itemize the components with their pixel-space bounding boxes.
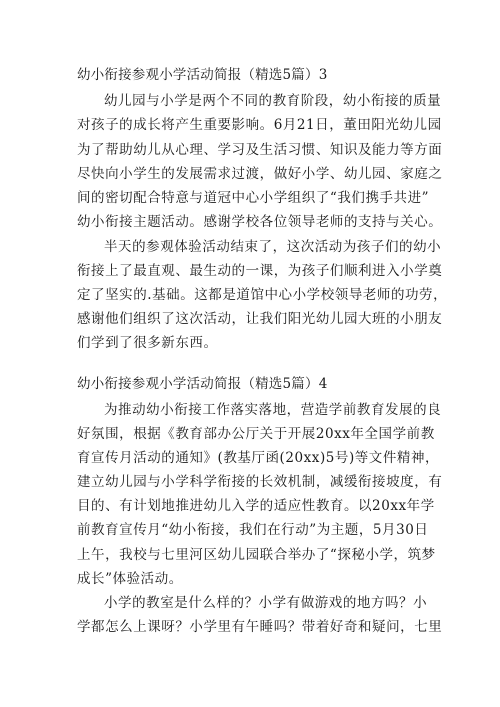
section-3-line: 们学到了很多新东西。 <box>77 335 218 351</box>
section-3-line: 衔接上了最直观、最生动的一课，为孩子们顺利进入小学奠 <box>77 263 443 279</box>
section-4-line: 学都怎么上课呀？小学里有午睡吗？带着好奇和疑问，七里 <box>77 619 443 635</box>
section-3-line: 幼小衔接主题活动。感谢学校各位领导老师的支持与关心。 <box>77 214 443 230</box>
section-4-line: 成长”体验活动。 <box>77 571 183 587</box>
section-3-line: 间的密切配合特意与道冠中心小学组织了“我们携手共进” <box>77 190 430 206</box>
section-4-line: 前教育宣传月“幼小衔接，我们在行动”为主题，5月30日 <box>77 522 429 538</box>
section-4-line: 育宣传月活动的通知》(教基厅函(20xx)5号)等文件精神， <box>77 450 440 466</box>
section-4-line: 目的、有计划地推进幼儿入学的适应性教育。以20xx年学 <box>77 498 435 514</box>
section-3-line: 感谢他们组织了这次活动，让我们阳光幼儿园大班的小朋友 <box>77 311 443 327</box>
section-3-heading: 幼小衔接参观小学活动简报（精选5篇）3 <box>77 67 328 83</box>
section-4-line: 建立幼儿园与小学科学衔接的长效机制，减缓衔接坡度，有 <box>77 474 443 490</box>
section-3-line: 半天的参观体验活动结束了，这次活动为孩子们的幼小 <box>104 239 442 255</box>
section-4-line: 为推动幼小衔接工作落实落地，营造学前教育发展的良 <box>104 402 442 418</box>
section-3-line: 幼儿园与小学是两个不同的教育阶段，幼小衔接的质量 <box>104 93 442 109</box>
section-4-heading: 幼小衔接参观小学活动简报（精选5篇）4 <box>77 376 328 392</box>
section-3-line: 为了帮助幼儿从心理、学习及生活习惯、知识及能力等方面 <box>77 142 443 158</box>
section-3-line: 尽快向小学生的发展需求过渡，做好小学、幼儿园、家庭之 <box>77 166 443 182</box>
section-3-line: 对孩子的成长将产生重要影响。6月21日，董田阳光幼儿园 <box>77 117 442 133</box>
section-4-line: 好氛围，根据《教育部办公厅关于开展20xx年全国学前教 <box>77 426 435 442</box>
section-3-line: 定了坚实的.基础。这都是道馆中心小学校领导老师的功劳， <box>77 287 448 303</box>
section-4-line: 小学的教室是什么样的？小学有做游戏的地方吗？小 <box>104 595 428 611</box>
section-4-line: 上午，我校与七里河区幼儿园联合举办了“探秘小学，筑梦 <box>77 547 436 563</box>
